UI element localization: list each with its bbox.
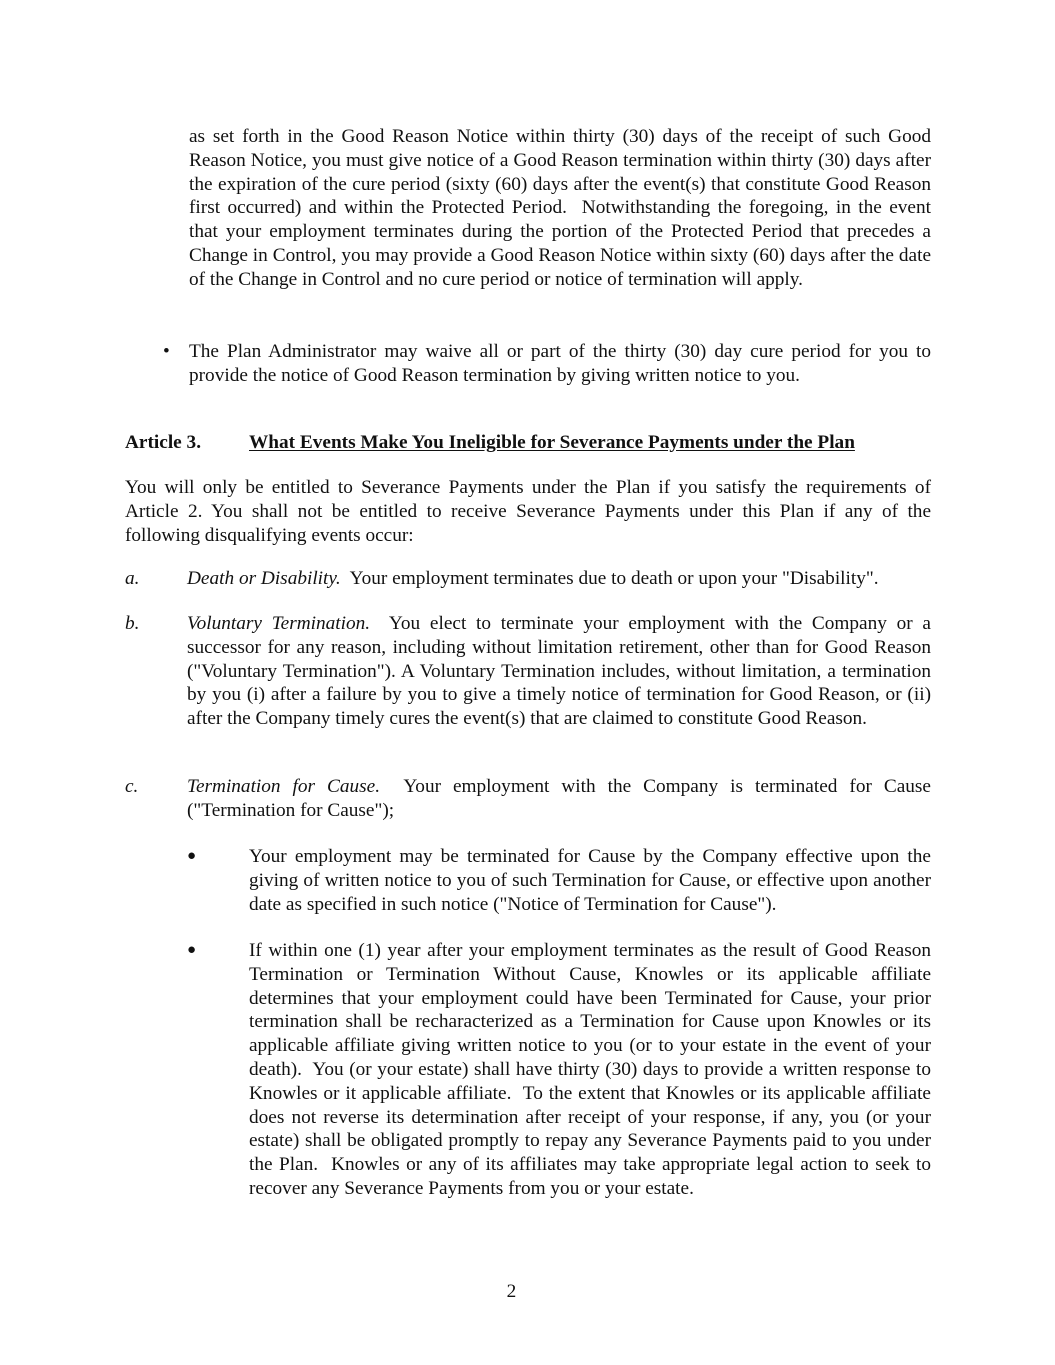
- item-caption: Death or Disability.: [187, 568, 341, 589]
- item-text: [187, 612, 931, 731]
- bullet-icon: •: [163, 341, 170, 362]
- item-body: Your employment with the Company is terminated for Cause ("Termination for Cause");: [187, 776, 931, 821]
- item-text: [187, 775, 931, 823]
- cause-bullet-recharacterization: [187, 939, 931, 1201]
- bullet-icon: ●: [187, 848, 197, 864]
- continuation-paragraph: as set forth in the Good Reason Notice within thirty (30) days of the receipt of such Good Reason Notice, you must give notice of a Good Reason termination within thirty (30) days after the expiration of the cure period (sixty (60) days after the event(s) that constitute Good Reason first occurred) and within the Protected Period. Notwithstanding the foregoing, in the event that your employment terminates during the portion of the Protected Period that precedes a Change in Control, you may provide a Good Reason Notice within sixty (60) days after the date of the Change in Control and no cure period or notice of termination will apply.: [189, 126, 931, 290]
- waiver-bullet-text: The Plan Administrator may waive all or part of the thirty (30) day cure period for you to provide the notice of Good Reason termination by giving written notice to you.: [189, 341, 931, 386]
- article-heading: [125, 431, 931, 455]
- waiver-bullet-item: [125, 340, 931, 388]
- bullet-text: If within one (1) year after your employment terminates as the result of Good Reason Termination or Termination Without Cause, Knowles or its applicable affiliate determines that your employment could have been Terminated for Cause, your prior termination shall be recharacterized as a Termination for Cause upon Knowles or its applicable affiliate giving written notice to you (or to your estate in the event of your death). You (or your estate) shall have thirty (30) days to provide a written response to Knowles or it applicable affiliate. To the extent that Knowles or its applicable affiliate does not reverse its determination after receipt of your response, if any, you (or your estate) shall be obligated promptly to repay any Severance Payments paid to you under the Plan. Knowles or any of its affiliates may take appropriate legal action to seek to recover any Severance Payments from you or your estate.: [249, 940, 931, 1199]
- item-text: [187, 567, 931, 591]
- article-number: Article 3.: [125, 432, 202, 453]
- item-letter: c.: [125, 776, 139, 797]
- item-body: Your employment terminates due to death or upon your "Disability".: [340, 568, 879, 589]
- list-item-death-or-disability: [125, 567, 931, 591]
- list-item-termination-for-cause: [125, 775, 931, 823]
- list-item-voluntary-termination: [125, 612, 931, 731]
- item-body: You elect to terminate your employment with the Company or a successor for any reason, including without limitation retirement, other than for Good Reason ("Voluntary Termination"). A Voluntary Termination includes, without limitation, a termination by you (i) after a failure by you to give a timely notice of termination for Good Reason, or (ii) after the Company timely cures the event(s) that are claimed to constitute Good Reason.: [187, 613, 931, 730]
- bullet-text: Your employment may be terminated for Cause by the Company effective upon the giving of written notice to you of such Termination for Cause, or effective upon another date as specified in such notice ("Notice of Termination for Cause").: [249, 846, 931, 915]
- cause-bullet-notice: [187, 845, 931, 916]
- page-number: 2: [506, 1281, 517, 1302]
- item-letter: b.: [125, 613, 140, 634]
- bullet-icon: ●: [187, 942, 197, 958]
- item-caption: Termination for Cause.: [187, 776, 381, 797]
- article-title: What Events Make You Ineligible for Severance Payments under the Plan: [249, 432, 855, 453]
- article-intro-paragraph: You will only be entitled to Severance Payments under the Plan if you satisfy the requirements of Article 2. You shall not be entitled to receive Severance Payments under this Plan if any of the following disqualifying events occur:: [125, 477, 931, 546]
- item-letter: a.: [125, 568, 140, 589]
- item-caption: Voluntary Termination.: [187, 613, 371, 634]
